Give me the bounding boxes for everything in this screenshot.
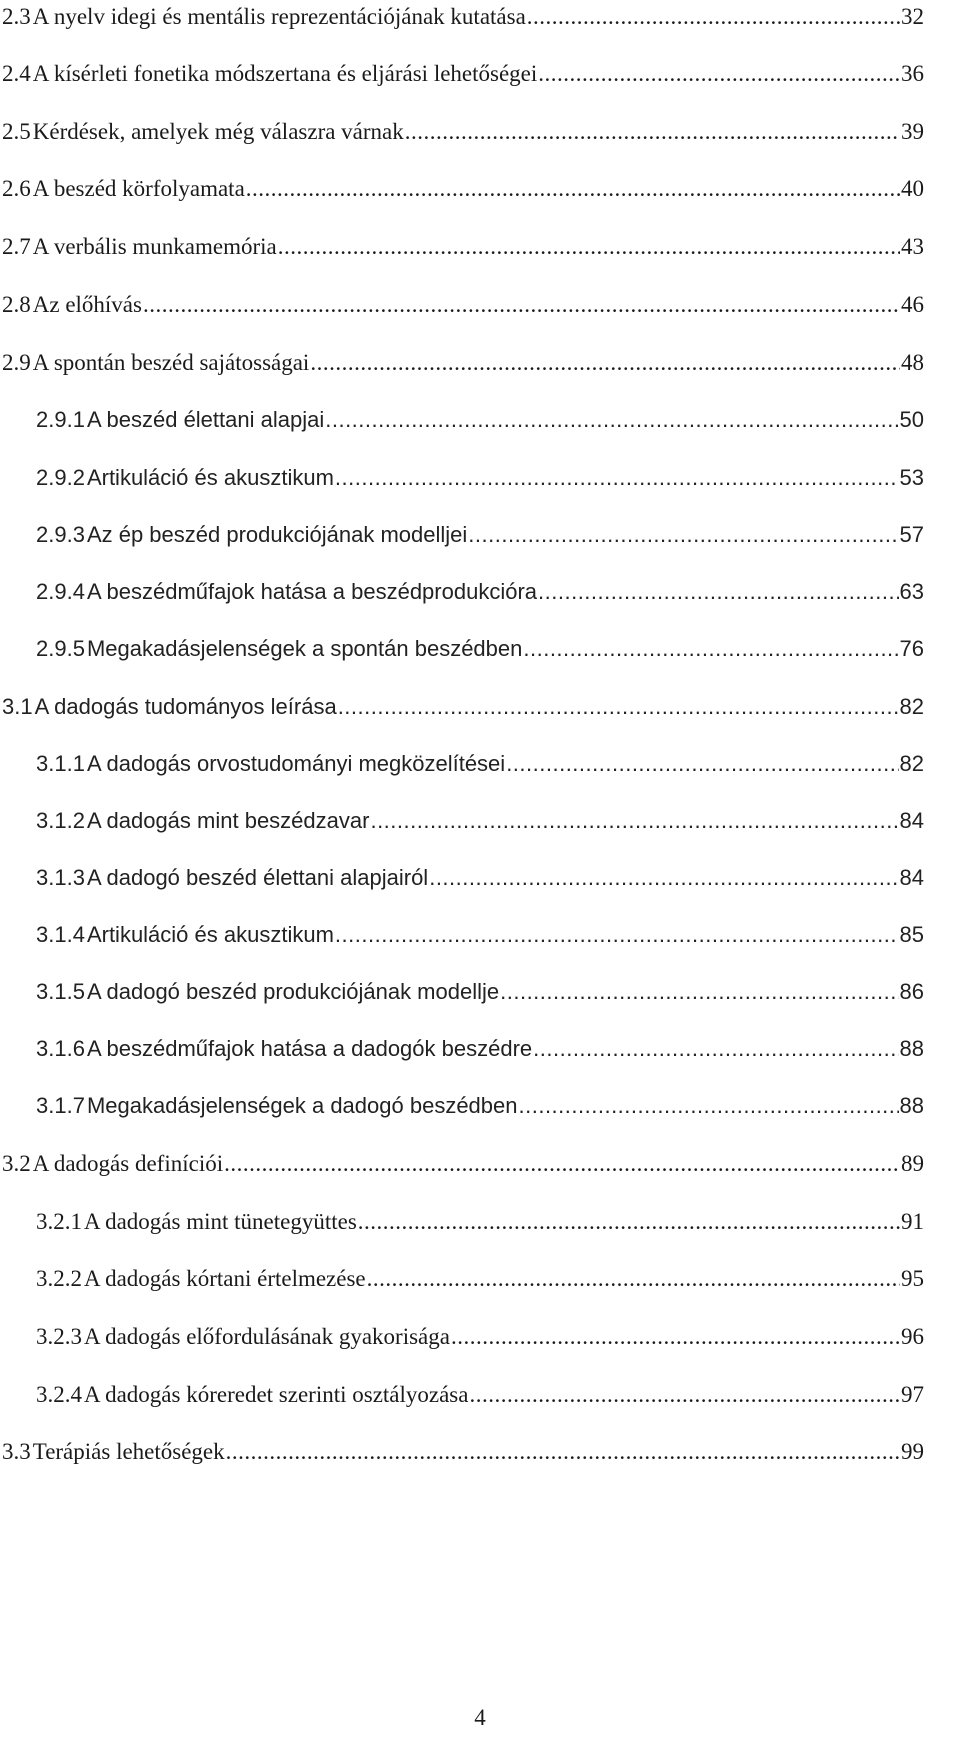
section-title: A dadogás mint tünetegyüttes [84, 1209, 357, 1234]
page-ref: 95 [901, 1266, 924, 1291]
leader-dots [278, 230, 900, 264]
section-number: 2.5 [2, 119, 31, 144]
page-ref: 82 [899, 751, 924, 776]
toc-entry[interactable] [0, 230, 924, 264]
section-number: 2.9.5 [36, 636, 85, 661]
section-title: A dadogás definíciói [32, 1151, 224, 1176]
section-title: A beszéd körfolyamata [32, 176, 245, 201]
section-number: 2.6 [2, 176, 31, 201]
page-ref: 48 [901, 350, 924, 375]
leader-dots [527, 0, 900, 34]
page-ref: 32 [901, 4, 924, 29]
section-title: A dadogás orvostudományi megközelítései [86, 751, 506, 776]
page-ref: 39 [901, 119, 924, 144]
toc-entry[interactable] [0, 1089, 924, 1123]
section-number: 3.1.5 [36, 979, 85, 1004]
toc-entry[interactable] [0, 57, 924, 91]
toc-entry[interactable] [0, 632, 924, 666]
section-title: A spontán beszéd sajátosságai [32, 350, 310, 375]
leader-dots [335, 918, 899, 952]
section-title: Kérdések, amelyek még válaszra várnak [32, 119, 404, 144]
leader-dots [519, 1089, 899, 1123]
section-number: 2.9.4 [36, 579, 85, 604]
section-number: 3.1.4 [36, 922, 85, 947]
section-title: Megakadásjelenségek a dadogó beszédben [86, 1093, 518, 1118]
toc-entry[interactable] [0, 975, 924, 1009]
section-title: A verbális munkamemória [32, 234, 277, 259]
section-number: 3.1.3 [36, 865, 85, 890]
toc-entry[interactable] [0, 461, 924, 495]
section-title: Az előhívás [32, 292, 142, 317]
page-ref: 76 [899, 636, 924, 661]
leader-dots [335, 461, 899, 495]
page-ref: 50 [899, 407, 924, 432]
toc-entry[interactable] [0, 690, 924, 724]
page-ref: 84 [899, 865, 924, 890]
page-ref: 36 [901, 61, 924, 86]
section-title: Artikuláció és akusztikum [86, 922, 334, 947]
page-ref: 85 [899, 922, 924, 947]
section-number: 3.1.1 [36, 751, 85, 776]
page-number: 4 [474, 1705, 486, 1730]
leader-dots [143, 288, 900, 322]
section-number: 2.8 [2, 292, 31, 317]
leader-dots [367, 1262, 900, 1296]
toc-entry[interactable] [0, 1032, 924, 1066]
page-ref: 91 [901, 1209, 924, 1234]
section-title: A dadogás kórtani értelmezése [84, 1266, 366, 1291]
leader-dots [500, 975, 898, 1009]
leader-dots [523, 632, 898, 666]
toc-entry[interactable] [0, 1147, 924, 1181]
page-ref: 88 [899, 1093, 924, 1118]
toc-entry[interactable] [0, 1205, 924, 1239]
section-title: A dadogás tudományos leírása [34, 694, 337, 719]
page-ref: 57 [899, 522, 924, 547]
page-ref: 43 [901, 234, 924, 259]
leader-dots [538, 575, 899, 609]
section-number: 2.3 [2, 4, 31, 29]
toc-entry[interactable] [0, 1320, 924, 1354]
leader-dots [451, 1320, 900, 1354]
toc-entry[interactable] [0, 115, 924, 149]
section-title: A kísérleti fonetika módszertana és eljárási lehetőségei [32, 61, 538, 86]
section-number: 2.7 [2, 234, 31, 259]
section-title: Megakadásjelenségek a spontán beszédben [86, 636, 523, 661]
section-title: A dadogás mint beszédzavar [86, 808, 370, 833]
toc-entry[interactable] [0, 518, 924, 552]
leader-dots [506, 747, 898, 781]
toc-entry[interactable] [0, 861, 924, 895]
leader-dots [370, 804, 898, 838]
section-number: 2.9.2 [36, 465, 85, 490]
section-number: 3.2.4 [36, 1382, 82, 1407]
page-ref: 82 [899, 694, 924, 719]
page-ref: 84 [899, 808, 924, 833]
section-number: 3.1 [2, 694, 33, 719]
page-ref: 89 [901, 1151, 924, 1176]
toc-entry[interactable] [0, 747, 924, 781]
section-number: 3.2 [2, 1151, 31, 1176]
section-title: Artikuláció és akusztikum [86, 465, 334, 490]
section-number: 3.1.2 [36, 808, 85, 833]
section-number: 3.2.1 [36, 1209, 82, 1234]
leader-dots [325, 403, 898, 437]
section-title: A beszédműfajok hatása a beszédprodukcióra [86, 579, 538, 604]
page-ref: 96 [901, 1324, 924, 1349]
leader-dots [468, 518, 898, 552]
page-ref: 40 [901, 176, 924, 201]
leader-dots [226, 1435, 900, 1469]
section-title: Az ép beszéd produkciójának modelljei [86, 522, 468, 547]
section-title: A dadogás előfordulásának gyakorisága [84, 1324, 450, 1349]
page-ref: 53 [899, 465, 924, 490]
page-ref: 46 [901, 292, 924, 317]
section-number: 3.3 [2, 1439, 31, 1464]
section-title: A dadogás kóreredet szerinti osztályozása [84, 1382, 469, 1407]
toc-entry[interactable] [0, 172, 924, 206]
section-title: A beszéd élettani alapjai [86, 407, 325, 432]
page-ref: 88 [899, 1036, 924, 1061]
leader-dots [310, 346, 900, 380]
page-ref: 86 [899, 979, 924, 1004]
toc-entry[interactable] [0, 1378, 924, 1412]
toc-entry[interactable] [0, 0, 924, 34]
section-title: A dadogó beszéd élettani alapjairól [86, 865, 429, 890]
section-title: A beszédműfajok hatása a dadogók beszédre [86, 1036, 533, 1061]
section-number: 3.1.7 [36, 1093, 85, 1118]
section-title: A dadogó beszéd produkciójának modellje [86, 979, 500, 1004]
page-ref: 97 [901, 1382, 924, 1407]
section-title: A nyelv idegi és mentális reprezentációjának kutatása [32, 4, 526, 29]
page-ref: 63 [899, 579, 924, 604]
section-number: 3.2.2 [36, 1266, 82, 1291]
leader-dots [429, 861, 898, 895]
leader-dots [469, 1378, 900, 1412]
section-number: 2.9 [2, 350, 31, 375]
toc-entry[interactable] [0, 575, 924, 609]
section-number: 3.2.3 [36, 1324, 82, 1349]
toc-entry[interactable] [0, 288, 924, 322]
section-title: Terápiás lehetőségek [32, 1439, 225, 1464]
leader-dots [405, 115, 900, 149]
section-number: 2.9.1 [36, 407, 85, 432]
toc-entry[interactable] [0, 804, 924, 838]
leader-dots [224, 1147, 900, 1181]
toc-entry[interactable] [0, 403, 924, 437]
section-number: 2.9.3 [36, 522, 85, 547]
toc-entry[interactable] [0, 1435, 924, 1469]
leader-dots [533, 1032, 898, 1066]
toc-entry[interactable] [0, 918, 924, 952]
section-number: 2.4 [2, 61, 31, 86]
section-number: 3.1.6 [36, 1036, 85, 1061]
leader-dots [538, 57, 900, 91]
leader-dots [358, 1205, 900, 1239]
leader-dots [338, 690, 899, 724]
toc-entry[interactable] [0, 346, 924, 380]
toc-entry[interactable] [0, 1262, 924, 1296]
leader-dots [246, 172, 900, 206]
page-ref: 99 [901, 1439, 924, 1464]
